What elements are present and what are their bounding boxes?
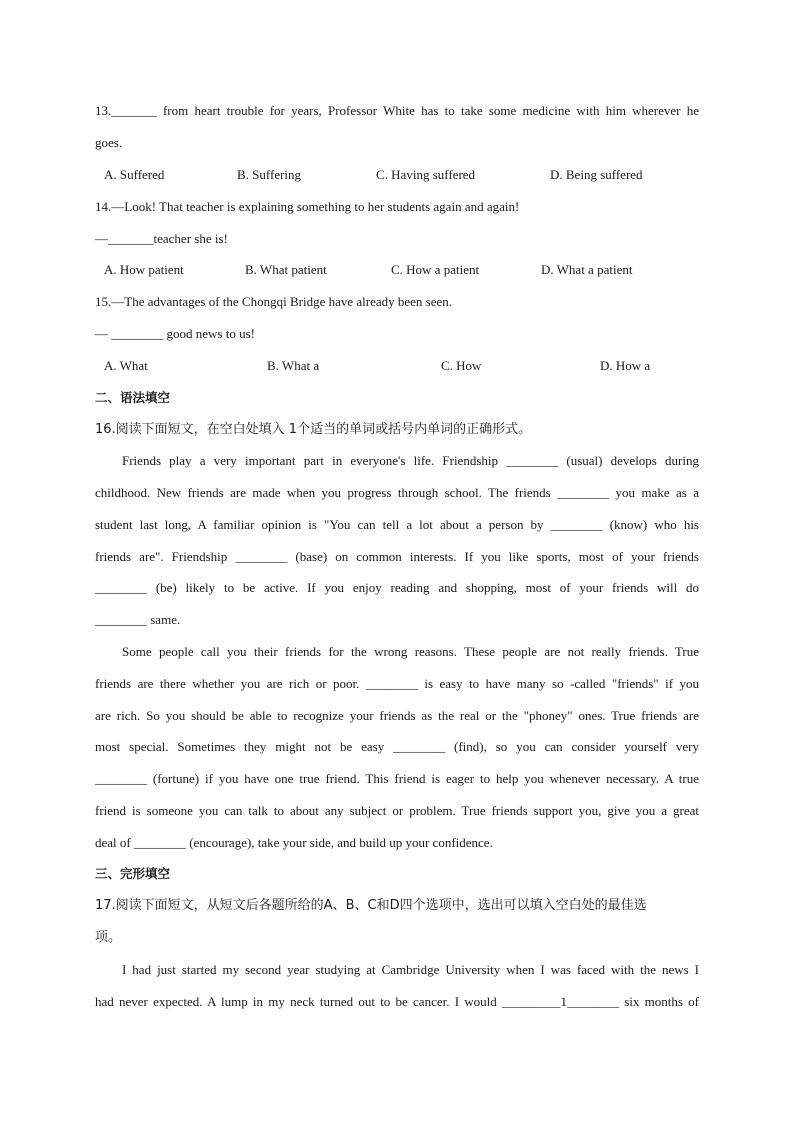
section3-instruction-line1: 17.阅读下面短文，从短文后各题所给的A、B、C和D四个选项中，选出可以填入空白处的最佳选 bbox=[95, 898, 647, 913]
passage1-line: ________ (fortune) if you have one true friend. This friend is eager to help you whenever necessary. A true bbox=[95, 771, 699, 786]
passage1-line: student last long, A familiar opinion is "You can tell a lot about a person by ________ (know) who his bbox=[95, 517, 699, 532]
q13-stem-line1: 13._______ from heart trouble for years, Professor White has to take some medicine with him wherever he bbox=[95, 103, 699, 118]
q14-stem-line2: —_______teacher she is! bbox=[95, 231, 228, 246]
passage1-line: Some people call you their friends for the wrong reasons. These people are not really friends. True bbox=[122, 644, 699, 659]
q15-option-a: A. What bbox=[104, 358, 148, 373]
q14-stem-line1: 14.—Look! That teacher is explaining something to her students again and again! bbox=[95, 199, 520, 214]
q14-option-a: A. How patient bbox=[104, 262, 184, 277]
passage1-line: ________ same. bbox=[95, 612, 181, 627]
q15-option-b: B. What a bbox=[267, 358, 320, 373]
passage1-line: friends are there whether you are rich or poor. ________ is easy to have many so -called "friends" if you bbox=[95, 676, 699, 691]
section2-instruction: 16.阅读下面短文，在空白处填入 1个适当的单词或括号内单词的正确形式。 bbox=[95, 422, 532, 437]
passage2-line: had never expected. A lump in my neck turned out to be cancer. I would _________1________ six months of bbox=[95, 994, 699, 1009]
q15-stem-line2: — ________ good news to us! bbox=[95, 326, 255, 341]
section3-heading: 三、完形填空 bbox=[95, 866, 171, 881]
passage1-line: Friends play a very important part in everyone's life. Friendship ________ (usual) develops during bbox=[122, 453, 699, 468]
passage1-line: ________ (be) likely to be active. If you enjoy reading and shopping, most of your friends will do bbox=[95, 580, 699, 595]
passage1-line: most special. Sometimes they might not be easy ________ (find), so you can consider yourself very bbox=[95, 739, 699, 754]
passage2-line: I had just started my second year studying at Cambridge University when I was faced with the news I bbox=[122, 962, 699, 977]
passage1-line: friends are". Friendship ________ (base) on common interests. If you like sports, most of your friends bbox=[95, 549, 699, 564]
q13-option-a: A. Suffered bbox=[104, 167, 165, 182]
q15-option-c: C. How bbox=[441, 358, 482, 373]
passage1-line: are rich. So you should be able to recognize your friends as the real or the "phoney" ones. True friends are bbox=[95, 708, 699, 723]
passage1-line: friend is someone you can talk to about any subject or problem. True friends support you, give you a great bbox=[95, 803, 699, 818]
q15-stem-line1: 15.—The advantages of the Chongqi Bridge have already been seen. bbox=[95, 294, 453, 309]
section2-heading: 二、语法填空 bbox=[95, 390, 171, 405]
q14-option-d: D. What a patient bbox=[541, 262, 633, 277]
q14-option-b: B. What patient bbox=[245, 262, 327, 277]
q13-option-d: D. Being suffered bbox=[550, 167, 643, 182]
q15-option-d: D. How a bbox=[600, 358, 651, 373]
q13-option-b: B. Suffering bbox=[237, 167, 302, 182]
section3-instruction-line2: 项。 bbox=[95, 930, 122, 945]
q13-option-c: C. Having suffered bbox=[376, 167, 476, 182]
q14-option-c: C. How a patient bbox=[391, 262, 480, 277]
q13-stem-line2: goes. bbox=[95, 135, 123, 150]
passage1-line: deal of ________ (encourage), take your side, and build up your confidence. bbox=[95, 835, 493, 850]
passage1-line: childhood. New friends are made when you progress through school. The friends ________ you make as a bbox=[95, 485, 699, 500]
